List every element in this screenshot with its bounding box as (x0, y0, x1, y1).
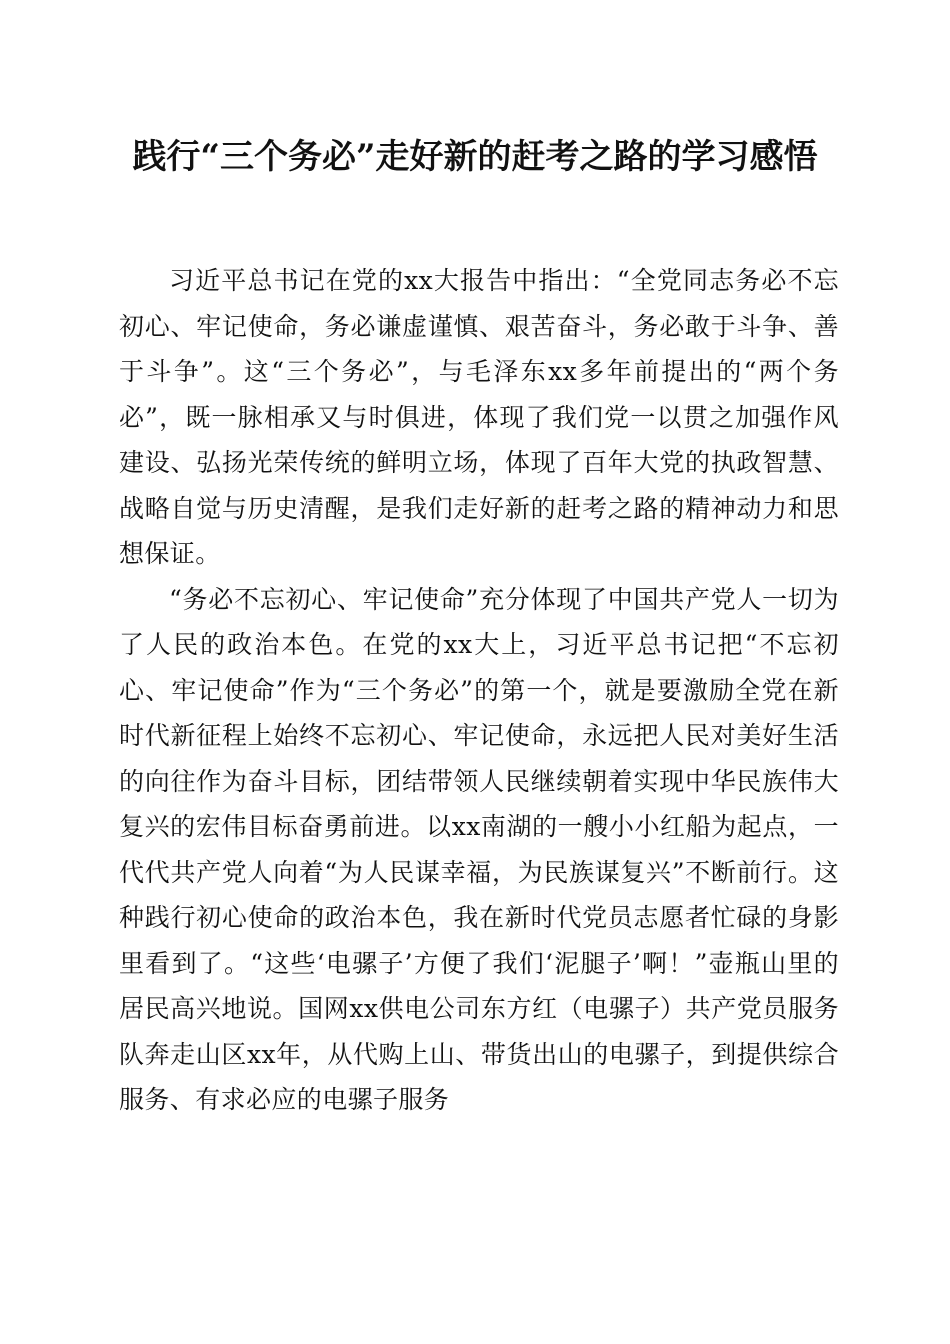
paragraph-2: “务必不忘初心、牢记使命”充分体现了中国共产党人一切为了人民的政治本色。在党的xx大上，习近平总书记把“不忘初心、牢记使命”作为“三个务必”的第一个，就是要激励全党在新时代新征程上始终不忘初心、牢记使命，永远把人民对美好生活的向往作为奋斗目标，团结带领人民继续朝着实现中华民族伟大复兴的宏伟目标奋勇前进。以xx南湖的一艘小小红船为起点，一代代共产党人向着“为人民谋幸福，为民族谋复兴”不断前行。这种践行初心使命的政治本色，我在新时代党员志愿者忙碌的身影里看到了。“这些‘电骡子’方便了我们‘泥腿子’啊！”壶瓶山里的居民高兴地说。国网xx供电公司东方红（电骡子）共产党员服务队奔走山区xx年，从代购上山、带货出山的电骡子，到提供综合服务、有求必应的电骡子服务 (119, 584, 839, 1114)
paragraph-1: 习近平总书记在党的xx大报告中指出：“全党同志务必不忘初心、牢记使命，务必谦虚谨慎、艰苦奋斗，务必敢于斗争、善于斗争”。这“三个务必”，与毛泽东xx多年前提出的“两个务必”，既一脉相承又与时俱进，体现了我们党一以贯之加强作风建设、弘扬光荣传统的鲜明立场，体现了百年大党的执政智慧、战略自觉与历史清醒，是我们走好新的赶考之路的精神动力和思想保证。 (119, 266, 839, 568)
document-title: 践行“三个务必”走好新的赶考之路的学习感悟 (132, 137, 818, 177)
document-body (119, 258, 839, 1123)
